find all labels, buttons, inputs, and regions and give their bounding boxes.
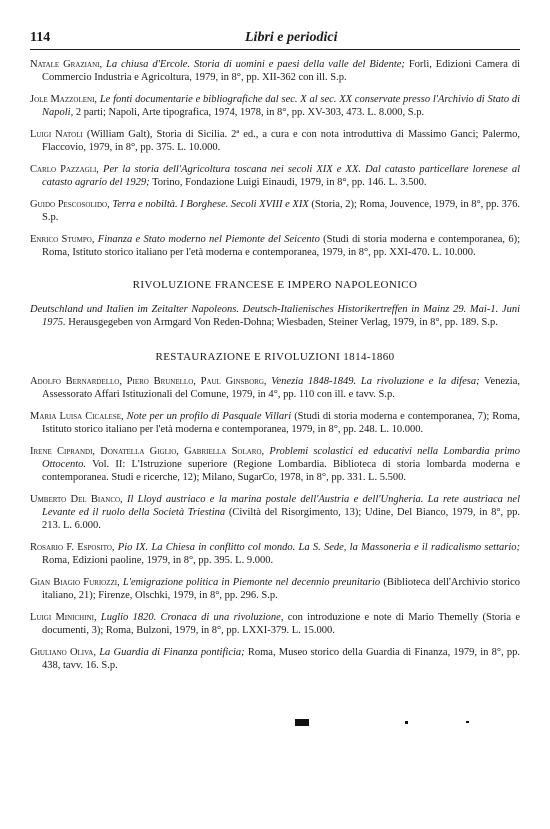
entry-author: Rosario F. Esposito, <box>30 542 115 553</box>
bibliography-entry <box>30 541 520 567</box>
bibliography-entry <box>30 493 520 532</box>
bibliography-entry <box>30 58 520 84</box>
entry-publication-details: Roma, Museo storico della Guardia di Finanza, 1979, in 8°, pp. 438, tavv. 16. S.p. <box>42 647 521 671</box>
entry-publication-details: Venezia, Assessorato Affari Istituzionali del Comune, 1979, in 4°, pp. 110 con ill. e tavv. S.p. <box>42 376 520 400</box>
bibliography-entry <box>30 233 520 259</box>
entry-author: Irene Ciprandi, Donatella Giglio, Gabriella Solaro, <box>30 446 265 457</box>
entry-publication-details: (Studi di storia moderna e contemporanea, 6); Roma, Istituto storico italiano per l'età moderna e contemporanea, 1979, in 8°, pp. XXI-470. L. 10.000. <box>42 234 521 258</box>
entry-title: Finanza e Stato moderno nel Piemonte del Seicento <box>97 234 320 245</box>
entry-author: Luigi Natoli <box>30 129 83 140</box>
entry-publication-details: con introduzione e note di Mario Themelly (Storia e documenti, 3); Roma, Bulzoni, 1979, in 8°, pp. LXXI-379. L. 15.000. <box>42 612 521 636</box>
entry-title: Deutschland und Italien im Zeitalter Napoleons. Deutsch-Italienisches Historikertreffen in Mainz 29. Mai-1. Juni 1975. <box>30 304 520 328</box>
entry-author: Guido Pescosolido, <box>30 199 110 210</box>
entry-author: Giuliano Oliva, <box>30 647 96 658</box>
section-heading: RIVOLUZIONE FRANCESE E IMPERO NAPOLEONICO <box>132 279 418 291</box>
entry-title: Il Lloyd austriaco e la marina postale dell'Austria e dell'Ungheria. La rete austriaca nel Levante ed il ruolo della Società Triestina <box>42 494 520 518</box>
running-header <box>30 30 520 46</box>
bibliography-entry <box>30 163 520 189</box>
bibliography-entry <box>30 576 520 602</box>
entry-title: Luglio 1820. Cronaca di una rivoluzione, <box>100 612 284 623</box>
entry-author: Adolfo Bernardello, Piero Brunello, Paul Ginsborg, <box>30 376 267 387</box>
page-number: 114 <box>30 30 51 45</box>
entry-title: Pio IX. La Chiesa in conflitto col mondo. La S. Sede, la Massoneria e il radicalismo settario; <box>117 542 520 553</box>
header-rule <box>30 49 520 50</box>
entry-title: La Guardia di Finanza pontificia; <box>99 647 245 658</box>
ink-speck-mark <box>405 721 408 724</box>
entry-title: Venezia 1848-1849. La rivoluzione e la difesa; <box>271 376 480 387</box>
ink-speck-mark <box>466 721 469 723</box>
bibliography-entry <box>30 128 520 154</box>
bibliography-entry <box>30 646 520 672</box>
entry-title: Le fonti documentarie e bibliografiche dal sec. X al sec. XX conservate presso l'Archivio di Stato di Napoli, <box>42 94 521 118</box>
entry-author: Maria Luisa Cicalese, <box>30 411 124 422</box>
entry-publication-details: (Studi di storia moderna e contemporanea, 7); Roma, Istituto storico italiano per l'età moderna e contemporanea, 1979, in 8°, pp. 248. L. 10.000. <box>42 411 520 435</box>
bibliography-entry <box>30 445 520 484</box>
bibliography-entry <box>30 93 520 119</box>
bibliography-entry <box>30 375 520 401</box>
entry-publication-details: Vol. II: L'Istruzione superiore (Regione Lombardia. Biblioteca di storia lombarda moderna e contemporanea. Studi e ricerche, 12); Milano, SugarCo, 1978, in 8°, pp. 331. L. 5.500. <box>42 459 520 483</box>
entry-publication-details: (Storia, 2); Roma, Jouvence, 1979, in 8°, pp. 376. S.p. <box>42 199 521 223</box>
entry-publication-details: (Civiltà del Risorgimento, 13); Udine, Del Bianco, 1979, in 8°, pp. 213. L. 6.000. <box>42 507 520 531</box>
running-title: Libri e periodici <box>245 30 338 45</box>
entry-publication-details: Forlì, Edizioni Camera di Commercio Industria e Agricoltura, 1979, in 8°, pp. XII-362 con ill. S.p. <box>42 59 521 83</box>
entry-title: Problemi scolastici ed educativi nella Lombardia primo Ottocento. <box>42 446 520 470</box>
entry-publication-details: Torino, Fondazione Luigi Einaudi, 1979, in 8°, pp. 146. L. 3.500. <box>152 177 427 188</box>
entry-author: Luigi Minichini, <box>30 612 97 623</box>
entry-publication-details: (Biblioteca dell'Archivio storico italiano, 21); Firenze, Olschki, 1979, in 8°, pp. 296. S.p. <box>42 577 520 601</box>
entry-publication-details: 2 parti; Napoli, Arte tipografica, 1974, 1978, in 8°, pp. XV-303, 473. L. 8.000, S.p. <box>75 107 425 118</box>
entry-publication-details: Herausgegeben von Armgard Von Reden-Dohna; Wiesbaden, Steiner Verlag, 1979, in 8°, pp. 189. S.p. <box>68 317 498 328</box>
entry-title: Terra e nobiltà. I Borghese. Secoli XVIII e XIX <box>112 199 309 210</box>
entry-publication-details: (William Galt), Storia di Sicilia. 2ª ed., a cura e con nota introduttiva di Massimo Ganci; Palermo, Flaccovio, 1979, in 8°, pp. 375. L. 10.000. <box>42 129 520 153</box>
entry-author: Carlo Pazzagli, <box>30 164 99 175</box>
bibliography-list <box>30 58 520 681</box>
entry-author: Jole Mazzoleni, <box>30 94 98 105</box>
entry-title: Per la storia dell'Agricoltura toscana nei secoli XIX e XX. Dal catasto particellare lorenese al catasto agrario del 1929; <box>42 164 521 188</box>
entry-title: La chiusa d'Ercole. Storia di uomini e paesi della valle del Bidente; <box>106 59 405 70</box>
section-heading: RESTAURAZIONE E RIVOLUZIONI 1814-1860 <box>155 351 395 363</box>
bibliography-entry <box>30 611 520 637</box>
entry-title: L'emigrazione politica in Piemonte nel decennio preunitario <box>122 577 381 588</box>
entry-author: Umberto Del Bianco, <box>30 494 123 505</box>
entry-title: Note per un profilo di Pasquale Villari <box>126 411 292 422</box>
entry-author: Enrico Stumpo, <box>30 234 95 245</box>
entry-publication-details: Roma, Edizioni paoline, 1979, in 8°, pp. 395. L. 9.000. <box>42 555 274 566</box>
entry-author: Gian Biagio Furiozzi, <box>30 577 120 588</box>
bibliography-entry <box>30 303 520 329</box>
entry-author: Natale Graziani, <box>30 59 103 70</box>
ink-blot-mark <box>295 719 309 726</box>
bibliography-entry <box>30 198 520 224</box>
bibliography-entry <box>30 410 520 436</box>
